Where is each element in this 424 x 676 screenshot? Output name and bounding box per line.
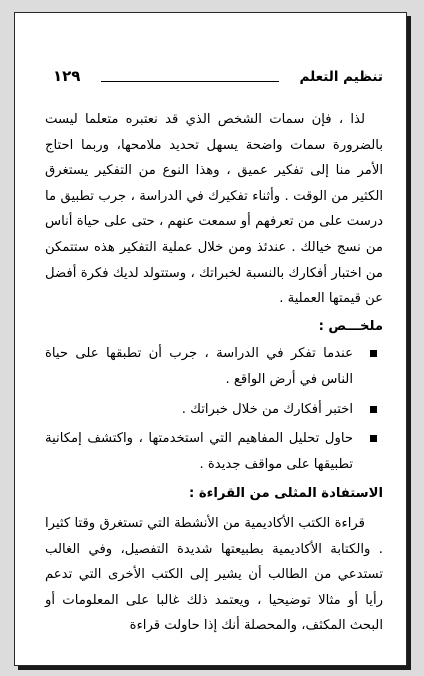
running-header — [45, 69, 383, 89]
list-item — [45, 426, 383, 477]
paragraph-reading: قراءة الكتب الأكاديمية من الأنشطة التي تستغرق وقتا كثيرا . والكتابة الأكاديمية بطبيعتها شديدة التفصيل، وفي الغالب تستدعي من الطالب أن يشير إلى الكتب الأخرى التي تدعم رأيا أو مثالا توضيحيا ، ويعتمد ذلك غالبا على المعلومات أو البحث المكثف، والمحصلة أنك إذا حاولت قراءة — [45, 515, 383, 634]
square-bullet-icon — [370, 435, 377, 442]
header-rule — [101, 81, 279, 82]
list-item-text: عندما تفكر في الدراسة ، جرب أن تطبقها على حياة الناس في أرض الواقع . — [45, 346, 353, 387]
list-item-text: اختبر أفكارك من خلال خبراتك . — [181, 401, 353, 417]
paragraph-intro: لذا ، فإن سمات الشخص الذي قد نعتبره متعلما ليست بالضرورة سمات واضحة يسهل تحديد ملامحها، وربما احتاج الأمر منا إلى تفكير عميق ، وهذا النوع من التفكير يستغرق الكثير من الوقت . وأثناء تفكيرك في الدراسة ، جرب تطبيق ما درست على من تعرفهم أو سمعت عنهم ، حتى على حياة أناس من نسج خيالك . عندئذ ومن خلال عملية التفكير هذه ستتمكن من اختبار أفكارك بالنسبة لخبراتك ، وستتولد لديك فكرة أفضل عن قيمتها العملية . — [45, 112, 383, 307]
list-item — [45, 397, 383, 423]
square-bullet-icon — [370, 350, 377, 357]
book-page — [14, 12, 407, 666]
square-bullet-icon — [370, 406, 377, 413]
summary-list — [45, 341, 383, 477]
summary-heading: ملخـــص : — [318, 318, 383, 334]
section-heading: الاستفادة المثلى من القراءة : — [189, 486, 383, 502]
list-item-text: حاول تحليل المفاهيم التي استخدمتها ، واكتشف إمكانية تطبيقها على مواقف جديدة . — [45, 431, 353, 472]
chapter-title: تنظيم التعلم — [299, 69, 383, 85]
list-item — [45, 341, 383, 392]
page-number: ١٢٩ — [53, 67, 81, 85]
page-body — [45, 107, 383, 639]
